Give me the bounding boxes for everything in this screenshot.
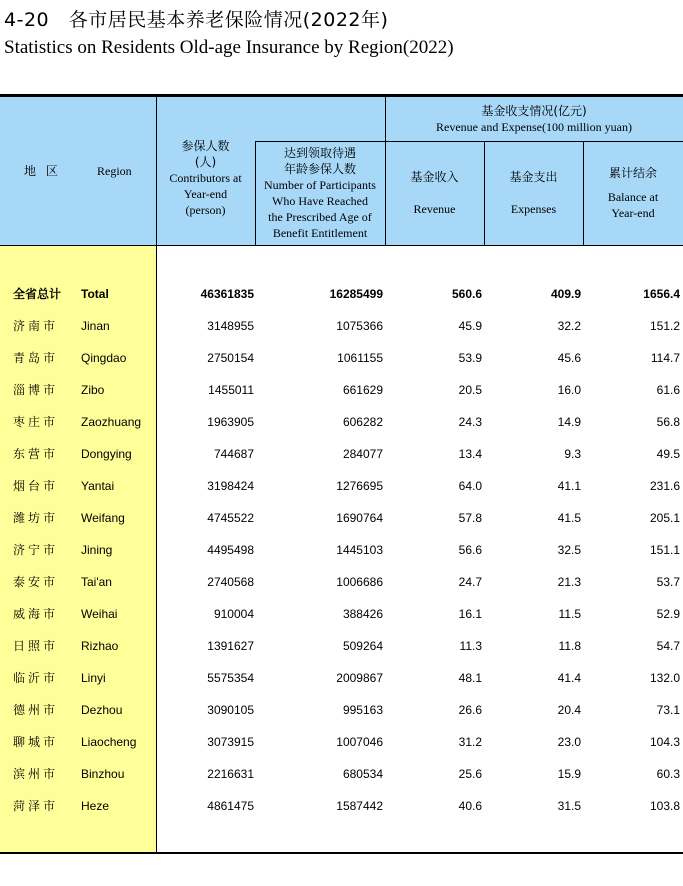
table-row bbox=[0, 470, 683, 502]
region-en: Dezhou bbox=[81, 703, 123, 717]
bottom-rule bbox=[0, 852, 683, 854]
revenue-value: 26.6 bbox=[458, 703, 482, 717]
header-divider bbox=[255, 141, 683, 142]
region-cn: 德州市 bbox=[13, 703, 59, 717]
expenses-value: 9.3 bbox=[564, 447, 581, 461]
balance-value: 73.1 bbox=[656, 703, 680, 717]
balance-value: 56.8 bbox=[656, 415, 680, 429]
region-en: Qingdao bbox=[81, 351, 127, 365]
expenses-value: 11.5 bbox=[558, 607, 581, 621]
header-contributors-cn1: 参保人数 bbox=[181, 139, 230, 153]
region-cn: 日照市 bbox=[13, 639, 59, 653]
header-balance bbox=[583, 141, 683, 245]
expenses-value: 32.2 bbox=[557, 319, 581, 333]
contributors-value: 4745522 bbox=[207, 511, 254, 525]
contributors-value: 4861475 bbox=[207, 799, 254, 813]
table-row bbox=[0, 694, 683, 726]
revenue-value: 53.9 bbox=[458, 351, 482, 365]
header-divider bbox=[156, 97, 157, 245]
table-title-cn bbox=[4, 5, 388, 32]
header-region-en: Region bbox=[97, 164, 132, 178]
balance-value: 61.6 bbox=[656, 383, 680, 397]
reached-age-value: 2009867 bbox=[336, 671, 383, 685]
expenses-value: 41.1 bbox=[557, 479, 581, 493]
expenses-value: 11.8 bbox=[558, 639, 581, 653]
reached-age-value: 1007046 bbox=[336, 735, 383, 749]
contributors-value: 2216631 bbox=[207, 767, 254, 781]
reached-age-value: 1690764 bbox=[336, 511, 383, 525]
table-row bbox=[0, 374, 683, 406]
region-cn: 全省总计 bbox=[13, 287, 62, 301]
header-reached-en1: Number of Participants bbox=[264, 178, 376, 192]
expenses-value: 23.0 bbox=[557, 735, 581, 749]
revenue-value: 31.2 bbox=[458, 735, 482, 749]
region-en: Jinan bbox=[81, 319, 110, 333]
balance-value: 151.2 bbox=[649, 319, 680, 333]
table-row bbox=[0, 566, 683, 598]
contributors-value: 2740568 bbox=[207, 575, 254, 589]
contributors-value: 3198424 bbox=[207, 479, 254, 493]
header-contributors-en2: Year-end bbox=[183, 187, 228, 201]
revenue-value: 25.6 bbox=[458, 767, 482, 781]
region-cn: 青岛市 bbox=[13, 351, 59, 365]
region-en: Liaocheng bbox=[81, 735, 137, 749]
header-divider bbox=[484, 141, 485, 245]
table-row bbox=[0, 598, 683, 630]
header-balance-cn: 累计结余 bbox=[608, 166, 657, 180]
table-row bbox=[0, 790, 683, 822]
region-en: Zibo bbox=[81, 383, 105, 397]
reached-age-value: 995163 bbox=[342, 703, 383, 717]
header-expenses-cn: 基金支出 bbox=[509, 170, 558, 184]
region-en: Tai'an bbox=[81, 575, 112, 589]
header-contributors-en3: (person) bbox=[185, 203, 226, 217]
revenue-value: 40.6 bbox=[458, 799, 482, 813]
expenses-value: 15.9 bbox=[557, 767, 581, 781]
reached-age-value: 16285499 bbox=[329, 287, 383, 301]
expenses-value: 20.4 bbox=[557, 703, 581, 717]
header-reached-age bbox=[255, 141, 385, 245]
expenses-value: 45.6 bbox=[557, 351, 581, 365]
header-divider bbox=[385, 97, 386, 245]
reached-age-value: 1276695 bbox=[336, 479, 383, 493]
reached-age-value: 509264 bbox=[342, 639, 383, 653]
region-en: Total bbox=[81, 287, 109, 301]
reached-age-value: 388426 bbox=[342, 607, 383, 621]
balance-value: 52.9 bbox=[656, 607, 680, 621]
region-en: Rizhao bbox=[81, 639, 119, 653]
contributors-value: 4495498 bbox=[207, 543, 254, 557]
header-balance-en1: Balance at bbox=[607, 190, 659, 204]
region-cn: 泰安市 bbox=[13, 575, 59, 589]
contributors-value: 3073915 bbox=[207, 735, 254, 749]
region-cn: 聊城市 bbox=[13, 735, 59, 749]
table-row bbox=[0, 342, 683, 374]
revenue-value: 560.6 bbox=[451, 287, 482, 301]
expenses-value: 41.4 bbox=[557, 671, 581, 685]
expenses-value: 409.9 bbox=[550, 287, 581, 301]
region-cn: 淄博市 bbox=[13, 383, 59, 397]
table-row bbox=[0, 726, 683, 758]
table-row bbox=[0, 406, 683, 438]
balance-value: 205.1 bbox=[649, 511, 680, 525]
header-reached-cn2: 年龄参保人数 bbox=[283, 162, 356, 176]
table-row bbox=[0, 278, 683, 310]
region-cn: 潍坊市 bbox=[13, 511, 59, 525]
table-header bbox=[0, 97, 683, 245]
balance-value: 151.1 bbox=[649, 543, 680, 557]
region-en: Binzhou bbox=[81, 767, 125, 781]
header-reached-cn1: 达到领取待遇 bbox=[283, 146, 356, 160]
revenue-value: 56.6 bbox=[458, 543, 482, 557]
contributors-value: 744687 bbox=[213, 447, 254, 461]
region-cn: 东营市 bbox=[13, 447, 59, 461]
revenue-value: 16.1 bbox=[458, 607, 482, 621]
reached-age-value: 1075366 bbox=[336, 319, 383, 333]
table-row bbox=[0, 438, 683, 470]
balance-value: 103.8 bbox=[649, 799, 680, 813]
expenses-value: 16.0 bbox=[557, 383, 581, 397]
revenue-value: 48.1 bbox=[458, 671, 482, 685]
region-en: Weifang bbox=[81, 511, 125, 525]
contributors-value: 2750154 bbox=[207, 351, 254, 365]
expenses-value: 31.5 bbox=[557, 799, 581, 813]
expenses-value: 41.5 bbox=[557, 511, 581, 525]
table-row bbox=[0, 310, 683, 342]
region-cn: 威海市 bbox=[13, 607, 59, 621]
contributors-value: 1391627 bbox=[207, 639, 254, 653]
header-region-cn: 地 区 bbox=[24, 164, 61, 178]
table-title-en: Statistics on Residents Old-age Insurance by Region(2022) bbox=[4, 37, 454, 58]
header-fund-cn: 基金收支情况(亿元) bbox=[481, 104, 587, 118]
title-cn-text: 各市居民基本养老保险情况(2022年) bbox=[68, 9, 389, 31]
revenue-value: 24.7 bbox=[458, 575, 482, 589]
header-fund-en: Revenue and Expense(100 million yuan) bbox=[436, 120, 632, 134]
region-cn: 枣庄市 bbox=[13, 415, 59, 429]
table-number: 4-20 bbox=[4, 9, 50, 31]
header-reached-en4: Benefit Entitlement bbox=[272, 226, 368, 240]
header-reached-en2: Who Have Reached bbox=[272, 194, 368, 208]
header-contributors bbox=[156, 97, 255, 245]
contributors-value: 3090105 bbox=[207, 703, 254, 717]
expenses-value: 14.9 bbox=[557, 415, 581, 429]
header-contributors-en1: Contributors at bbox=[169, 171, 242, 185]
reached-age-value: 680534 bbox=[342, 767, 383, 781]
revenue-value: 24.3 bbox=[458, 415, 482, 429]
header-balance-en2: Year-end bbox=[611, 206, 655, 220]
revenue-value: 57.8 bbox=[458, 511, 482, 525]
revenue-value: 13.4 bbox=[458, 447, 482, 461]
balance-value: 132.0 bbox=[649, 671, 680, 685]
contributors-value: 46361835 bbox=[200, 287, 254, 301]
contributors-value: 3148955 bbox=[207, 319, 254, 333]
header-divider bbox=[255, 141, 256, 245]
reached-age-value: 661629 bbox=[342, 383, 383, 397]
contributors-value: 1455011 bbox=[208, 383, 254, 397]
table-row bbox=[0, 758, 683, 790]
region-cn: 临沂市 bbox=[13, 671, 59, 685]
balance-value: 231.6 bbox=[649, 479, 680, 493]
reached-age-value: 1006686 bbox=[336, 575, 383, 589]
balance-value: 104.3 bbox=[649, 735, 680, 749]
reached-age-value: 1445103 bbox=[336, 543, 383, 557]
header-reached-en3: the Prescribed Age of bbox=[268, 210, 372, 224]
header-revenue-en: Revenue bbox=[413, 202, 456, 216]
region-en: Zaozhuang bbox=[81, 415, 142, 429]
expenses-value: 32.5 bbox=[557, 543, 581, 557]
expenses-value: 21.3 bbox=[557, 575, 581, 589]
header-fund-group bbox=[385, 97, 683, 141]
header-expenses bbox=[484, 141, 583, 245]
revenue-value: 20.5 bbox=[458, 383, 482, 397]
contributors-value: 5575354 bbox=[207, 671, 254, 685]
balance-value: 60.3 bbox=[656, 767, 680, 781]
header-region bbox=[0, 97, 156, 245]
table-row bbox=[0, 662, 683, 694]
balance-value: 53.7 bbox=[656, 575, 680, 589]
table-row bbox=[0, 534, 683, 566]
header-revenue-cn: 基金收入 bbox=[410, 170, 459, 184]
contributors-value: 910004 bbox=[213, 607, 254, 621]
reached-age-value: 284077 bbox=[342, 447, 383, 461]
header-expenses-en: Expenses bbox=[510, 202, 557, 216]
region-cn: 济宁市 bbox=[13, 543, 59, 557]
reached-age-value: 1587442 bbox=[336, 799, 383, 813]
region-en: Weihai bbox=[81, 607, 118, 621]
reached-age-value: 606282 bbox=[342, 415, 383, 429]
region-en: Jining bbox=[81, 543, 113, 557]
region-cn: 菏泽市 bbox=[13, 799, 59, 813]
contributors-value: 1963905 bbox=[207, 415, 254, 429]
revenue-value: 45.9 bbox=[458, 319, 482, 333]
region-en: Yantai bbox=[81, 479, 115, 493]
revenue-value: 64.0 bbox=[458, 479, 482, 493]
balance-value: 1656.4 bbox=[643, 287, 680, 301]
table-row bbox=[0, 502, 683, 534]
region-cn: 滨州市 bbox=[13, 767, 59, 781]
region-en: Heze bbox=[81, 799, 110, 813]
region-cn: 济南市 bbox=[13, 319, 59, 333]
region-en: Linyi bbox=[81, 671, 106, 685]
revenue-value: 11.3 bbox=[459, 639, 482, 653]
balance-value: 49.5 bbox=[656, 447, 680, 461]
reached-age-value: 1061155 bbox=[337, 351, 383, 365]
header-contributors-cn2: (人) bbox=[194, 155, 217, 169]
balance-value: 114.7 bbox=[650, 351, 680, 365]
header-divider bbox=[583, 141, 584, 245]
region-cn: 烟台市 bbox=[13, 479, 59, 493]
header-revenue bbox=[385, 141, 484, 245]
region-en: Dongying bbox=[81, 447, 132, 461]
balance-value: 54.7 bbox=[656, 639, 680, 653]
table-row bbox=[0, 630, 683, 662]
